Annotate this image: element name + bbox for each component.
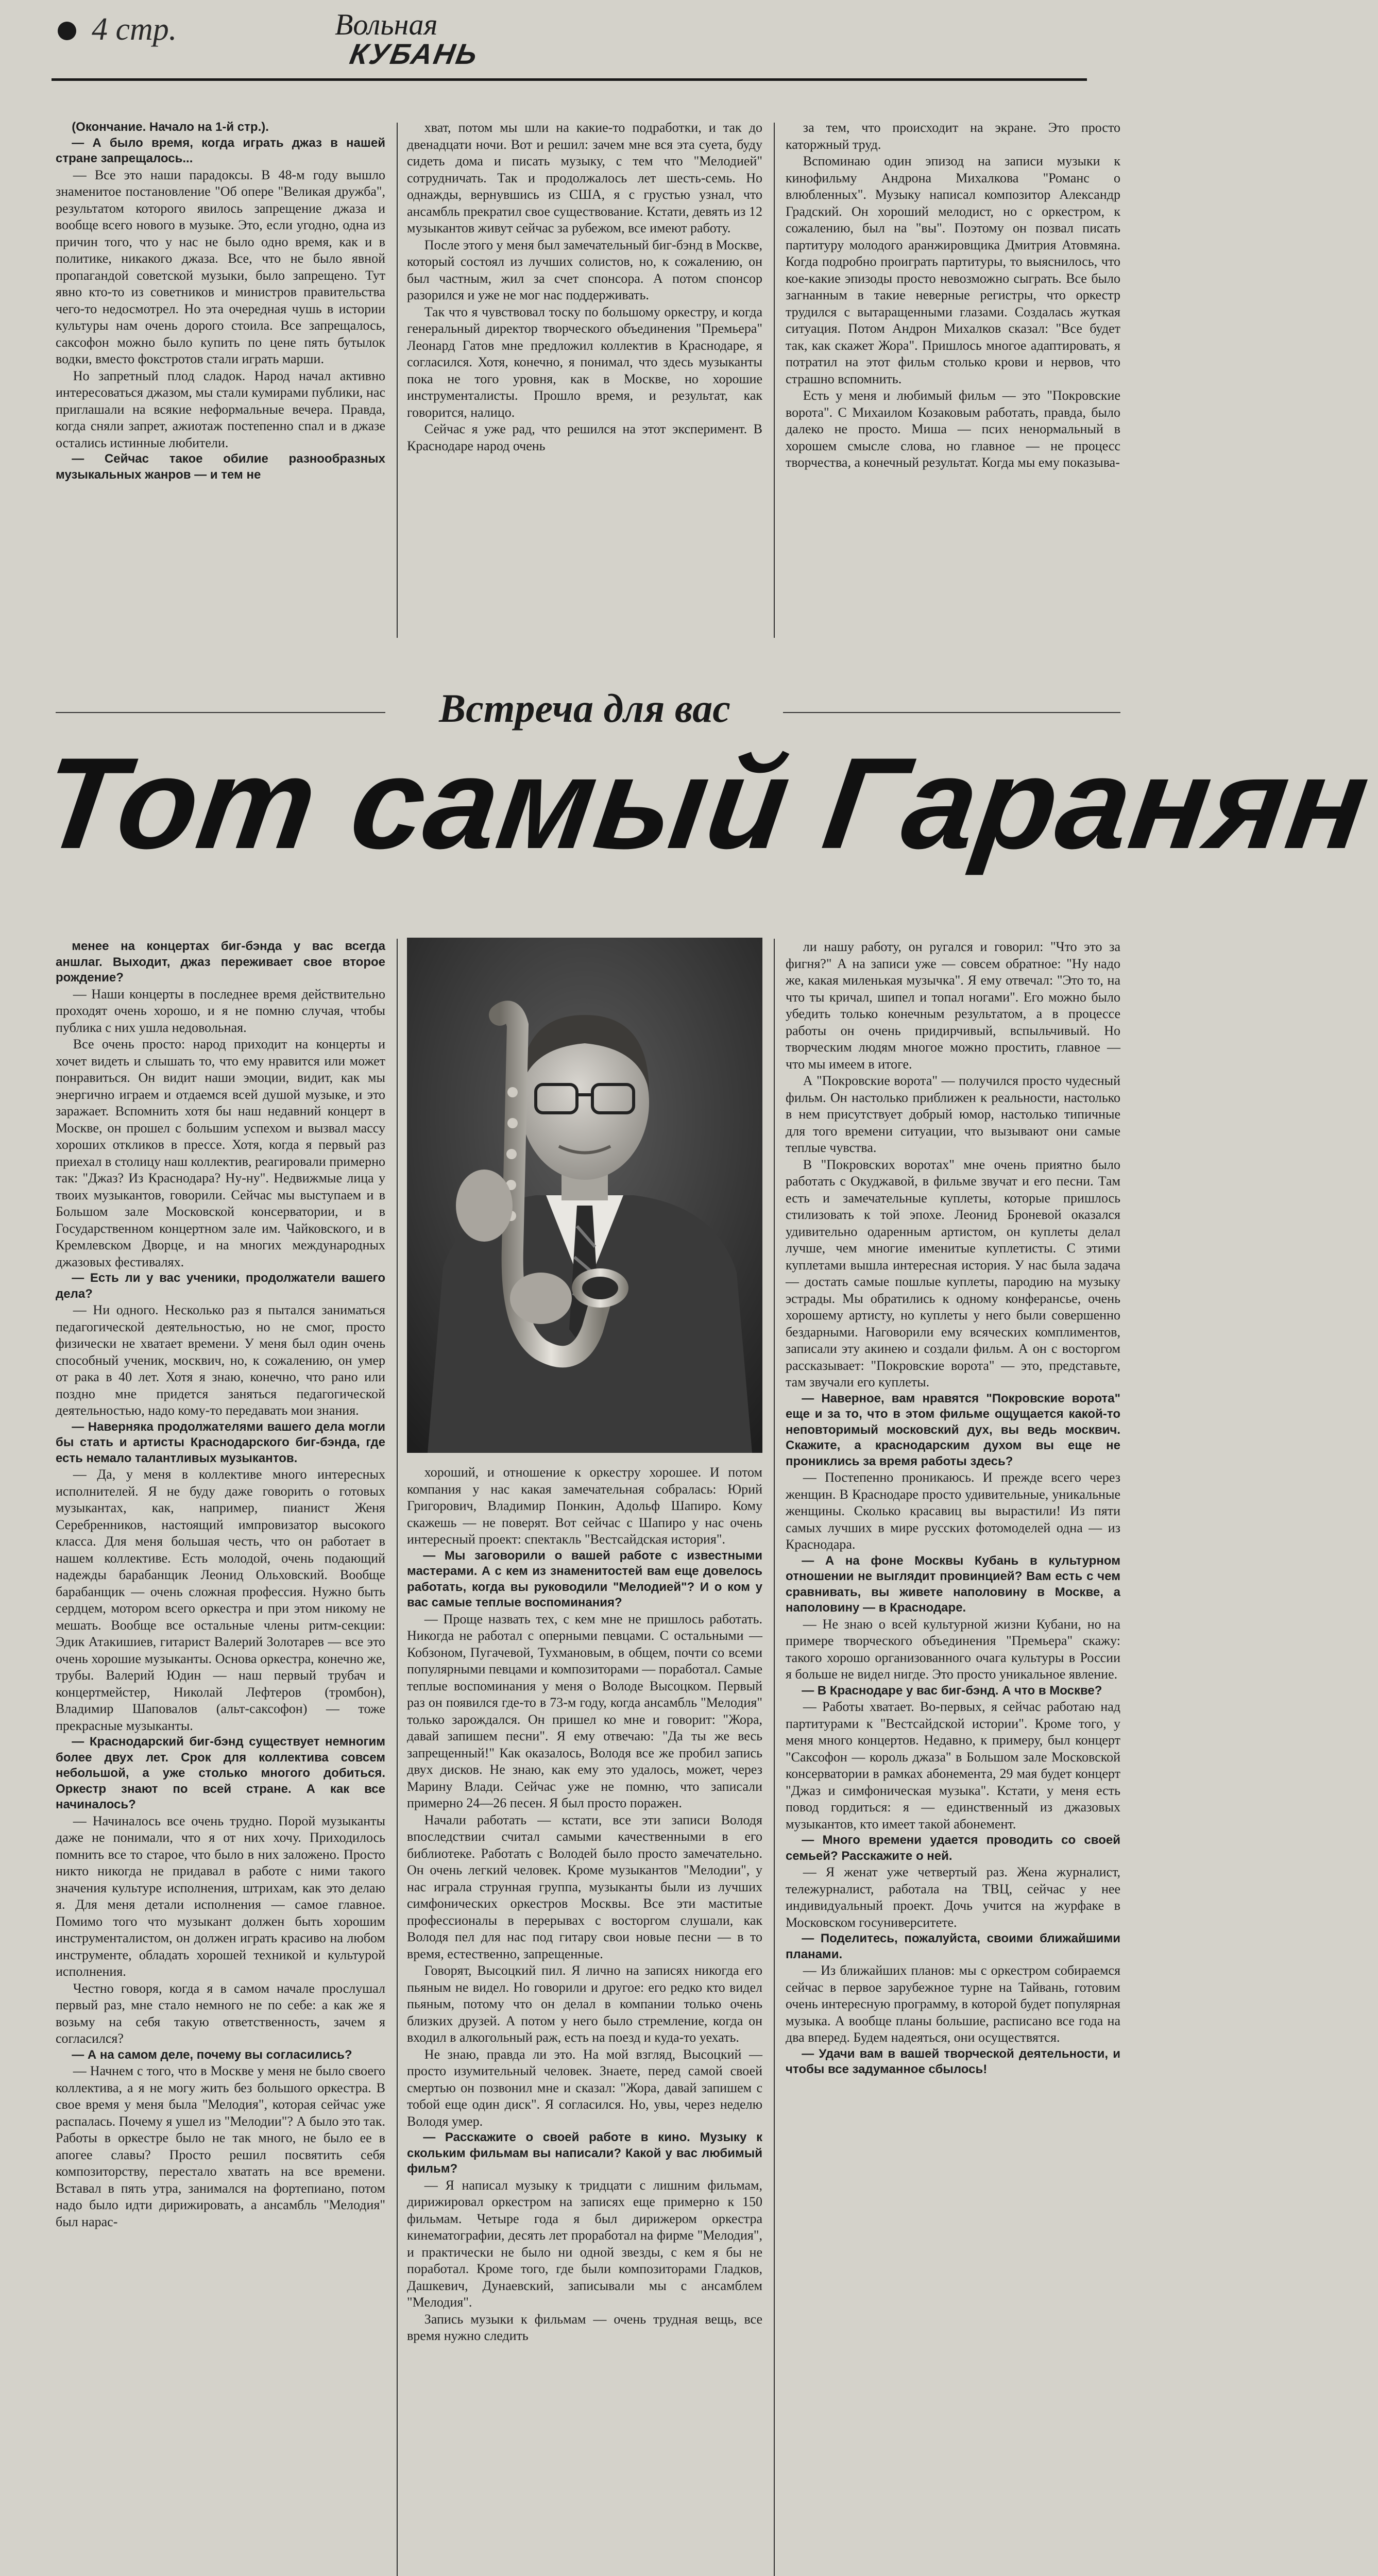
article-paragraph: за тем, что происходит на экране. Это просто каторжный труд. <box>786 120 1120 152</box>
article-paragraph: — Начнем с того, что в Москве у меня не было своего коллектива, а я не могу жить без большого оркестра. В свое время у меня была "Мелодия", которая сейчас уже распалась. Почему я ушел из "Мелодии"? А было это так. Работы в оркестре было не так много, не было ее в апогее славы? Просто решил посвятить себя композиторству, перестало хватать на все времени. Вставал в пять утра, занимался на фортепиано, потом надо было идти дирижировать, а ансамбль "Мелодия" был нарас- <box>56 2063 385 2229</box>
article-paragraph: Есть у меня и любимый фильм — это "Покровские ворота". С Михаилом Козаковым работать, правда, было далеко не просто. Миша — псих ненормальный в хорошем смысле слова, но главное — не процесс творчества, а конечный результат. Когда мы ему показыва- <box>786 388 1120 470</box>
page-header <box>0 0 1160 88</box>
article-column-bottom-3 <box>786 939 1120 2576</box>
article-paragraph: В "Покровских воротах" мне очень приятно было работать с Окуджавой, в фильме звучат и его песни. Там есть и замечательные куплеты, которые пришлось стилизовать к той эпохе. Леонид Броневой оказался удивительно одаренным артистом, он куплеты делал лучше, чем многие именитые куплетисты. С этими куплетами вышла интересная история. У нас была задача — достать самые пошлые куплеты, пародию на музыку эстрады. Мы обратились к одному конферансье, очень хорошему артисту, но куплеты у него были совершенно бездарными. Наговорили ему всяческих комплиментов, записали эту акинею и создали фильм. А он с восторгом рассказывает: "Покровские ворота" — это, представьте, там звучали его куплеты. <box>786 1157 1120 1389</box>
article-paragraph: Начали работать — кстати, все эти записи Володя впоследствии считал самыми качественными в его библиотеке. Работать с Володей было просто замечательно. Он очень легкий человек. Кроме музыкантов "Мелодии", у нас играла струнная группа, музыканты были из лучших симфонических оркестров Москвы. Все эти маститые профессионалы в перерывах с восторгом слушали, как Володя пел для нас под гитару свои новые песни — в то время, естественно, запрещенные. <box>407 1812 762 1961</box>
interview-question: (Окончание. Начало на 1-й стр.). <box>72 120 269 134</box>
portrait-photo <box>407 938 762 1453</box>
article-paragraph: хороший, и отношение к оркестру хорошее. И потом компания у нас какая замечательная собралась: Юрий Григорович, Владимир Понкин, Адольф Шапиро. Кому скажешь — не поверят. Вот сейчас с Шапиро у нас очень интересный проект: спектакль "Вестсайдская история". <box>407 1465 762 1547</box>
article-column-top-2 <box>407 120 762 642</box>
article-paragraph: — Ни одного. Несколько раз я пытался заниматься педагогической деятельностью, но не смог, просто физически не хватает времени. У меня был один очень способный ученик, москвич, но, к сожалению, он умер от рака в 40 лет. Хотя я знаю, конечно, что рано или поздно мне придется заняться педагогической деятельностью, надо кому-то передавать мои знания. <box>56 1302 385 1418</box>
article-paragraph: ли нашу работу, он ругался и говорил: "Что это за фигня?" А на записи уже — совсем обратное: "Ну надо же, какая миленькая музычка". Я ему отвечал: "Это то, на что ты кричал, шипел и топал ногами". Его можно было убедить только конечным результатом, а в процессе работы он очень придирчивый, вспыльчивый. Но творческим людям многое можно простить, главное — что мы имеем в итоге. <box>786 939 1120 1072</box>
article-paragraph: Сейчас я уже рад, что решился на этот эксперимент. В Краснодаре народ очень <box>407 421 762 453</box>
saxophonist-portrait-image <box>407 938 762 1453</box>
interview-question: — А на самом деле, почему вы согласились? <box>72 2047 352 2062</box>
interview-question: — Мы заговорили о вашей работе с известными мастерами. А с кем из знаменитостей вам еще довелось работать, когда вы руководили "Мелодией"? И о ком у вас самые теплые воспоминания? <box>407 1548 762 1609</box>
interview-question: — Наверное, вам нравятся "Покровские ворота" еще и за то, что в этом фильме ощущается какой-то неповторимый московский дух, вы ведь москвич. Скажите, а краснодарским духом вы еще не прониклись за время работы здесь? <box>786 1391 1120 1468</box>
article-paragraph: Запись музыки к фильмам — очень трудная вещь, все время нужно следить <box>407 2311 762 2343</box>
interview-question: — Расскажите о своей работе в кино. Музыку к скольким фильмам вы написали? Какой у вас любимый фильм? <box>407 2130 762 2176</box>
rubric-rule-right <box>783 712 1120 713</box>
article-paragraph: — Из ближайших планов: мы с оркестром собираемся сейчас в первое зарубежное турне на Тайвань, готовим очень интересную программу, в которой будет популярная музыка. А вообще планы большие, расписано все года на два вперед. Будем надеяться, они осуществятся. <box>786 1963 1120 2045</box>
rubric: Встреча для вас <box>439 686 730 731</box>
article-paragraph: — Да, у меня в коллективе много интересных исполнителей. Я не буду даже говорить о готовых музыкантах, как, например, пианист Женя Серебренников, настоящий импровизатор высокого класса. Для меня большая честь, что он работает в нашем коллективе. Есть молодой, очень подающий надежды барабанщик Леонид Ольховский. Вообще барабанщик — очень сложная профессия. Нужно быть сердцем, мотором всего оркестра и при этом никому не мешать. Вообще все остальные члены ритм-секции: Эдик Атакишиев, гитарист Валерий Золотарев — все это очень хорошие музыканты. Основа оркестра, конечно же, трубы. Валерий Юдин — наш первый трубач и концертмейстер, Николай Лефтеров (тромбон), Владимир Шаповалов (альт-саксофон) — тоже прекрасные музыканты. <box>56 1467 385 1733</box>
article-paragraph: После этого у меня был замечательный биг-бэнд в Москве, который состоял из лучших солистов, но, к сожалению, он был частным, жил за счет спонсора. А потом спонсор разорился и уже не мог нас поддерживать. <box>407 237 762 302</box>
column-divider <box>397 123 398 638</box>
article-paragraph: Честно говоря, когда я в самом начале прослушал первый раз, мне стало немного не по себе: а как же я возьму на себя такую ответственность, зачем я согласился? <box>56 1980 385 2046</box>
article-column-top-1 <box>56 120 385 642</box>
interview-question: — А на фоне Москвы Кубань в культурном отношении не выглядит провинцией? Вам есть с чем сравнивать, вы живете наполовину в Москве, а наполовину — в Краснодаре. <box>786 1553 1120 1615</box>
newspaper-logo: Вольная КУБАНЬ <box>335 8 481 70</box>
headline: Тот самый Гаранян <box>33 731 1378 876</box>
interview-question: — Сейчас такое обилие разнообразных музыкальных жанров — и тем не <box>56 452 385 482</box>
interview-question: — А было время, когда играть джаз в нашей стране запрещалось... <box>56 135 385 165</box>
column-divider <box>774 123 775 638</box>
article-paragraph: — Все это наши парадоксы. В 48-м году вышло знаменитое постановление "Об опере "Великая дружба", результатом которого явилось запрещение джаза и вообще всего нового в музыке. Это, если угодно, одна из причин того, что у нас не было одно время, как и в политике, никакого джаза. Все, что не было явной пропагандой советской музыки, было запрещено. Тут явно кто-то из советников и министров правительства чего-то недосмотрел. Но эта очередная чушь в истории культуры нам очень дорого стоила. Все запрещалось, саксофон можно было купить по цене пять бутылок водки, вместо фокстротов стали играть марши. <box>56 167 385 366</box>
interview-question: — Много времени удается проводить со своей семьей? Расскажите о ней. <box>786 1833 1120 1863</box>
interview-question: менее на концертах биг-бэнда у вас всегда аншлаг. Выходит, джаз переживает свое второе рождение? <box>56 939 385 985</box>
rubric-rule-left <box>56 712 385 713</box>
article-paragraph: — Проще назвать тех, с кем мне не пришлось работать. Никогда не работал с оперными певцами. С остальными — Кобзоном, Пугачевой, Тухмановым, в общем, почти со всеми популярными певцами и композиторами — поработал. Самые теплые воспоминания у меня о Володе Высоцком. Первый раз он появился где-то в 73-м году, когда ансамбль "Мелодия" только зарождался. Он пришел ко мне и говорит: "Жора, давай запишем песни". Я ему отвечаю: "Да ты же весь запрещенный!" Как оказалось, Володя все же пробил запись двух дисков. Не знаю, как ему это удалось, может, через Марину Влади. Сейчас уже не помню, что записали примерно 24—26 песен. Я был просто поражен. <box>407 1611 762 1810</box>
article-paragraph: — Я женат уже четвертый раз. Жена журналист, тележурналист, работала на ТВЦ, сейчас у нее индивидуальный проект. Дочь учится на журфаке в Московском госуниверситете. <box>786 1865 1120 1930</box>
interview-question: — Поделитесь, пожалуйста, своими ближайшими планами. <box>786 1931 1120 1961</box>
interview-question: — Наверняка продолжателями вашего дела могли бы стать и артисты Краснодарского биг-бэнда, где есть немало талантливых музыкантов. <box>56 1419 385 1465</box>
article-paragraph: Так что я чувствовал тоску по большому оркестру, и когда генеральный директор творческого объединения "Премьера" Леонард Гатов мне предложил коллектив в Краснодаре, я согласился. Хотя, конечно, я понимал, что здесь музыканты пока не того уровня, как в Москве, но хорошие инструменталисты. Прошло время, и результат, как говорится, налицо. <box>407 304 762 420</box>
article-paragraph: — Начиналось все очень трудно. Порой музыканты даже не понимали, что я от них хочу. Приходилось помнить все то старое, что было в них заложено. Просто никто никогда не придавал в работе с ними такого значения культуре исполнения, штрихам, как это делаю я. Для меня детали исполнения — самое главное. Помимо того что музыкант должен быть хорошим инструменталистом, он должен играть красиво на любом инструменте, обладать хорошей техникой и культурой исполнения. <box>56 1813 385 1979</box>
article-column-top-3 <box>786 120 1120 642</box>
article-paragraph: — Я написал музыку к тридцати с лишним фильмам, дирижировал оркестром на записях еще примерно к 150 фильмам. Четыре года я был дирижером оркестра кинематографии, десять лет проработал на фирме "Мелодия", и практически не было ни одной звезды, с кем я бы не поработал. Кроме того, где были композиторами Гладков, Дашкевич, Дунаевский, записывали мы с ансамблем "Мелодия". <box>407 2177 762 2310</box>
bullet-icon <box>58 22 76 40</box>
article-paragraph: Все очень просто: народ приходит на концерты и хочет видеть и слышать то, что ему нравится или может понравиться. Он видит наши эмоции, видит, как мы энергично играем и отдаемся всей душой музыке, и это заражает. Вспомнить хотя бы наш недавний концерт в Москве, он прошел с большим успехом и вызвал массу хороших откликов в прессе. Хотя, когда я первый раз приехал в столицу наш коллектив, реагировали примерно так: "Джаз? Из Краснодара? Ну-ну". Недвижмые лица у твоих музыкантов, говорили. Сейчас мы выступаем и в Большом зале Московской консерватории, и в Государственном концертном зале им. Чайковского, и в Кремлевском Дворце, и на многих международных джазовых фестивалях. <box>56 1037 385 1269</box>
article-paragraph: Говорят, Высоцкий пил. Я лично на записях никогда его пьяным не видел. Но говорили и другое: его редко кто видел пьяным, потому что он делал в компании только очень близких друзей. А потом у него было стремление, когда он входил в алкогольный раж, есть на поезд и куда-то уехать. <box>407 1963 762 2045</box>
article-paragraph: хват, потом мы шли на какие-то подработки, и так до двенадцати ночи. Вот и решил: зачем мне вся эта суета, буду сидеть дома и писать музыку, с тем что "Мелодией" сотрудничать. Так и продолжалось лет шесть-семь. Но однажды, вернувшись из США, я с грустью узнал, что ансамбль прекратил свое существование. Кстати, девять из 12 музыкантов живут сейчас за рубежом, все имеют работу. <box>407 120 762 235</box>
article-paragraph: — Постепенно проникаюсь. И прежде всего через женщин. В Краснодаре просто удивительные, уникальные женщины. Сколько красавиц вы вырастили! Из пяти самых лучших в мире русских фотомоделей одна — из Краснодара. <box>786 1470 1120 1552</box>
article-paragraph: — Наши концерты в последнее время действительно проходят очень хорошо, и я не помню случая, чтобы публика с них ушла недовольная. <box>56 986 385 1035</box>
article-column-bottom-1 <box>56 939 385 2576</box>
interview-question: — Есть ли у вас ученики, продолжатели вашего дела? <box>56 1271 385 1301</box>
column-divider <box>397 939 398 2576</box>
article-paragraph: — Работы хватает. Во-первых, я сейчас работаю над партитурами к "Вестсайдской истории". Кроме того, у меня много концертов. Недавно, к примеру, был концерт "Саксофон — король джаза" в Большом зале Московской консерватории в рамках абонемента, 29 мая будет концерт "Джаз и симфоническая музыка". Кстати, у меня есть повод гордиться: я — единственный из джазовых музыкантов, кто имеет такой абонемент. <box>786 1699 1120 1832</box>
page-label: 4 стр. <box>92 12 177 47</box>
article-paragraph: Вспоминаю один эпизод на записи музыки к кинофильму Андрона Михалкова "Романс о влюбленных". Музыку написал композитор Александр Градский. Он хороший мелодист, но с оркестром, к сожалению, был на "вы". Поэтому он позвал писать партитуру молодого аранжировщика Дмитрия Атовмяна. Когда подробно проиграть партитуры, то выяснилось, что кое-какие эпизоды просто невозможно сыграть. Все было загнанным в такие неверные регистры, что оркестр трудился с вытаращенными глазами. Создалась жуткая ситуация. Потом Андрон Михалков сказал: "Все будет так, как скажет Жора". Пришлось многое адаптировать, я потратил на этот фильм столько крови и нервов, что страшно вспомнить. <box>786 154 1120 386</box>
interview-question: — Краснодарский биг-бэнд существует немногим более двух лет. Срок для коллектива совсем небольшой, а уже столько многого добиться. Оркестр знают по всей стране. А как все начиналось? <box>56 1735 385 1811</box>
article-paragraph: — Не знаю о всей культурной жизни Кубани, но на примере творческого объединения "Премьера" скажу: такого хорошо организованного очага культуры в России я больше не видел нигде. Это просто уникальное явление. <box>786 1616 1120 1682</box>
article-column-bottom-2 <box>407 1464 762 2576</box>
interview-question: — В Краснодаре у вас биг-бэнд. А что в Москве? <box>802 1683 1102 1698</box>
column-divider <box>774 939 775 2576</box>
interview-question: — Удачи вам в вашей творческой деятельности, и чтобы все задуманное сбылось! <box>786 2046 1120 2076</box>
article-paragraph: Не знаю, правда ли это. На мой взгляд, Высоцкий — просто изумительный человек. Знаете, перед самой своей смертью он позвонил мне и сказал: "Жора, давай запишем с тобой еще один диск". Я согласился. Но, увы, через неделю Володя умер. <box>407 2046 762 2129</box>
header-rule <box>52 78 1087 81</box>
article-paragraph: А "Покровские ворота" — получился просто чудесный фильм. Он настолько приближен к реальности, настолько в нем присутствует добрый юмор, настолько типичные для того времени ситуации, что вызывают они самые теплые чувства. <box>786 1073 1120 1155</box>
article-paragraph: Но запретный плод сладок. Народ начал активно интересоваться джазом, мы стали кумирами публики, нас приглашали на всякие неформальные вечера. Правда, когда сняли запрет, ажиотаж постепенно спал и в джазе остались истинные любители. <box>56 368 385 450</box>
